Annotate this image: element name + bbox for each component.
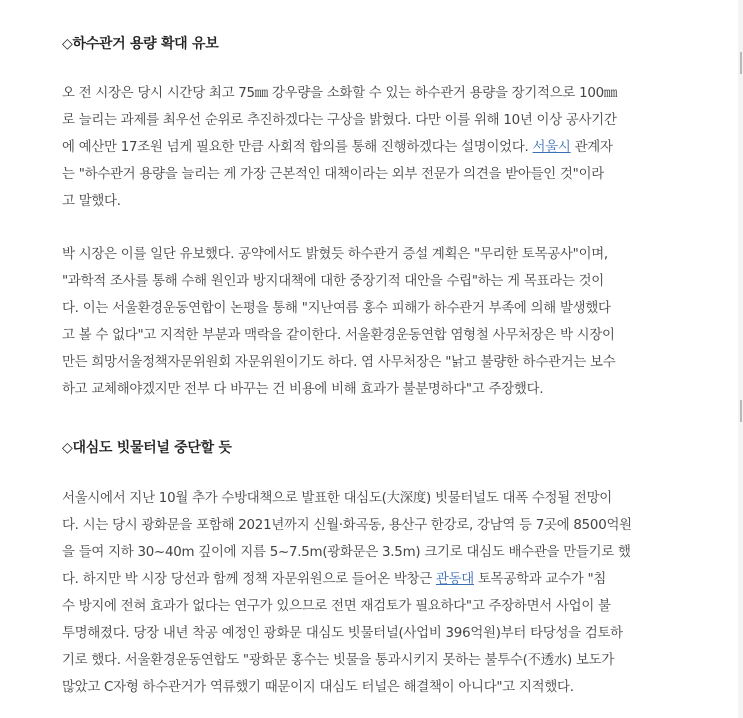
text-line	[62, 134, 724, 161]
text-line: 투명해졌다. 당장 내년 착공 예정인 광화문 대심도 빗물터널(사업비 396억원)부터 타당성을 검토하	[62, 626, 623, 641]
section-heading-tunnel	[62, 437, 232, 457]
paragraph-2	[62, 241, 724, 403]
section-heading-sewer	[62, 33, 218, 53]
text-line: 을 들여 지하 30~40m 깊이에 지름 5~7.5m(광화문은 3.5m) 크기로 대심도 배수관을 만들기로 했	[62, 545, 631, 560]
text-line: 서울시에서 지난 10월 추가 수방대책으로 발표한 대심도(大深度) 빗물터널도 대폭 수정될 전망이	[62, 491, 612, 506]
text-line: 하고 교체해야겠지만 전부 다 바꾸는 건 비용에 비해 효과가 불분명하다"고 주장했다.	[62, 382, 544, 397]
text-line	[62, 566, 724, 593]
text-line: 기로 했다. 서울환경운동연합도 "광화문 홍수는 빗물을 통과시키지 못하는 불투수(不透水) 보도가	[62, 653, 615, 668]
text-line: 만든 희망서울정책자문위원회 자문위원이기도 하다. 염 사무처장은 "낡고 불량한 하수관거는 보수	[62, 355, 616, 370]
text-line: "과학적 조사를 통해 수해 원인과 방지대책에 대한 중장기적 대안을 수립"하는 게 목표라는 것이	[62, 274, 604, 289]
kwandong-univ-link[interactable]: 관동대	[435, 572, 474, 587]
paragraph-1	[62, 80, 724, 215]
text-line: 는 "하수관거 용량을 늘리는 게 가장 근본적인 대책이라는 외부 전문가 의견을 받아들인 것"이라	[62, 167, 604, 182]
text-segment: 에 예산만 17조원 넘게 필요한 만큼 사회적 합의를 통해 진행하겠다는 설명이었다.	[62, 140, 533, 155]
text-line: 박 시장은 이를 일단 유보했다. 공약에서도 밝혔듯 하수관거 증설 계획은 "무리한 토목공사"이며,	[62, 247, 608, 262]
text-segment: 토목공학과 교수가 "침	[473, 572, 607, 587]
diamond-bullet-icon: ◇	[62, 440, 73, 456]
scroll-tick	[740, 52, 742, 74]
text-line: 고 볼 수 없다"고 지적한 부분과 맥락을 같이한다. 서울환경운동연합 염형철 사무처장은 박 시장이	[62, 328, 615, 343]
text-segment: 다. 하지만 박 시장 당선과 함께 정책 자문위원으로 들어온 박창근	[62, 572, 436, 587]
paragraph-3	[62, 485, 724, 701]
section-title: 대심도 빗물터널 중단할 듯	[72, 440, 232, 456]
text-line: 많았고 C자형 하수관거가 역류했기 때문이지 대심도 터널은 해결책이 아니다"고 지적했다.	[62, 680, 574, 695]
text-line: 수 방지에 전혀 효과가 없다는 연구가 있으므로 전면 재검토가 필요하다"고 주장하면서 사업이 불	[62, 599, 611, 614]
text-segment: 관계자	[570, 140, 613, 155]
section-title: 하수관거 용량 확대 유보	[72, 36, 219, 52]
text-line: 다. 시는 당시 광화문을 포함해 2021년까지 신월·화곡동, 용산구 한강로, 강남역 등 7곳에 8500억원	[62, 518, 632, 533]
text-line: 다. 이는 서울환경운동연합이 논평을 통해 "지난여름 홍수 피해가 하수관거 부족에 의해 발생했다	[62, 301, 611, 316]
seoul-city-link[interactable]: 서울시	[532, 140, 571, 155]
text-line: 로 늘리는 과제를 최우선 순위로 추진하겠다는 구상을 밝혔다. 다만 이를 위해 10년 이상 공사기간	[62, 113, 617, 128]
scrollbar-track[interactable]	[738, 0, 743, 718]
diamond-bullet-icon: ◇	[62, 36, 73, 52]
text-line: 고 말했다.	[62, 194, 121, 209]
text-line: 오 전 시장은 당시 시간당 최고 75㎜ 강우량을 소화할 수 있는 하수관거 용량을 장기적으로 100㎜	[62, 86, 618, 101]
scroll-tick	[740, 400, 742, 422]
